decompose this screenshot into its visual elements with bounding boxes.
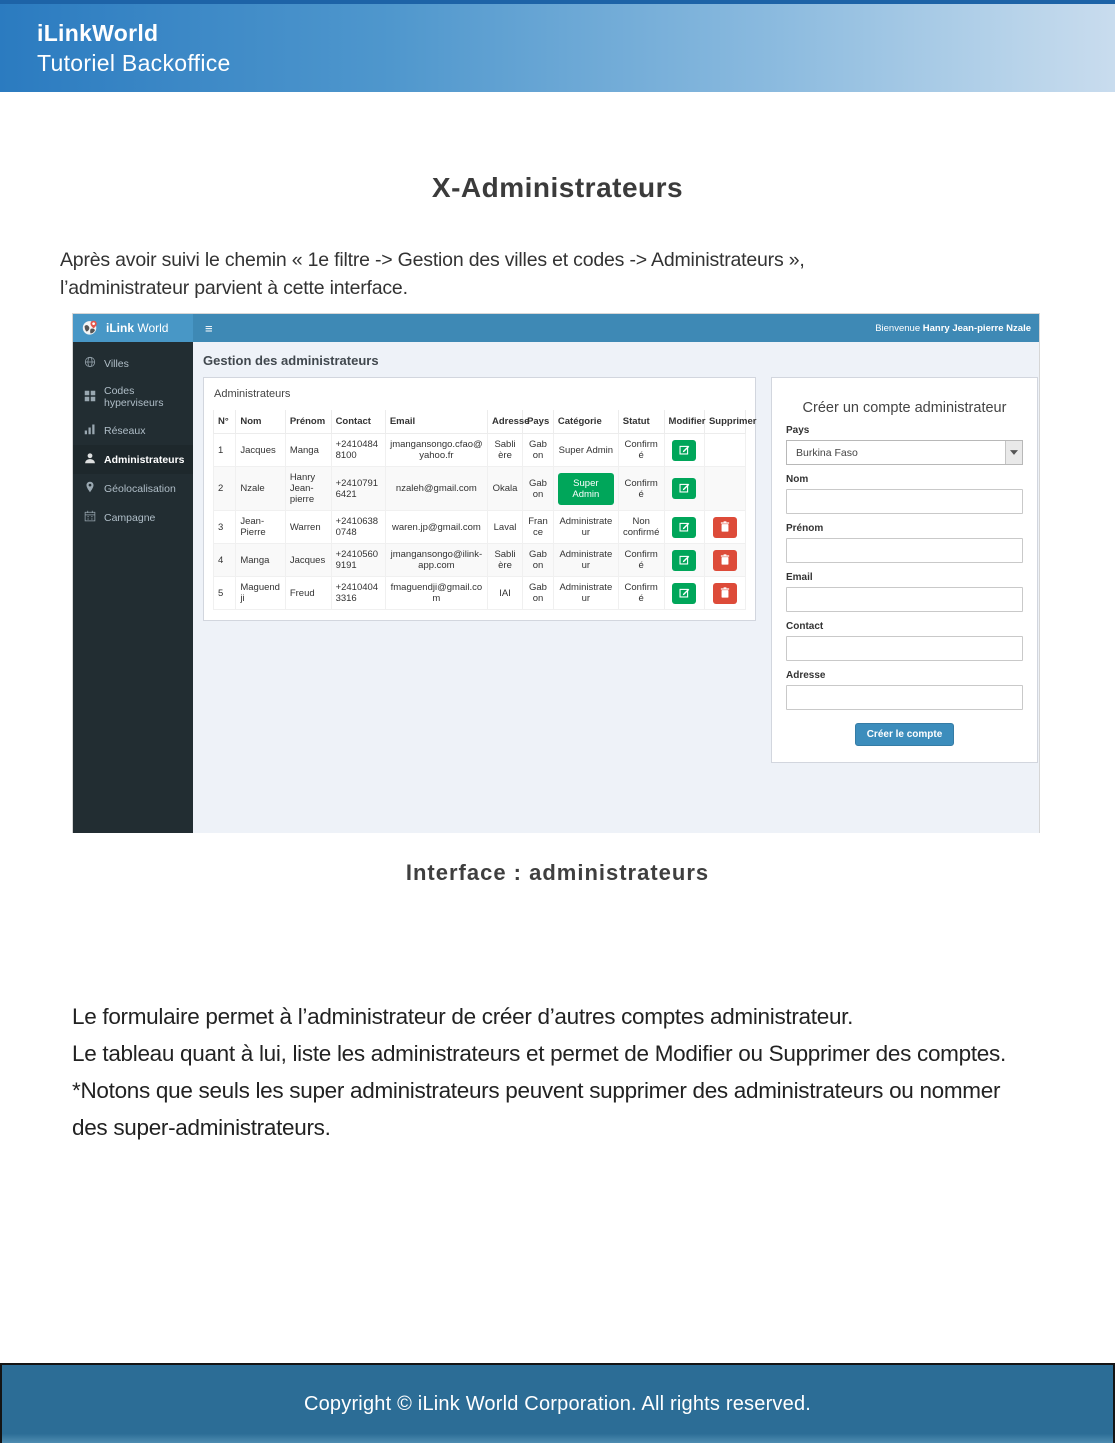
table-header-cell: Catégorie [553,410,618,434]
chart-bars-icon [84,423,96,438]
cell-categorie [553,467,618,511]
sidebar-item-label: Administrateurs [104,453,185,466]
body-line: Le tableau quant à lui, liste les administrateurs et permet de Modifier ou Supprimer des comptes. [72,1041,1006,1066]
figure-caption: Interface : administrateurs [405,860,710,885]
chevron-down-icon [1005,441,1022,464]
cell-nom: Nzale [236,467,285,511]
cell-nom: Jacques [236,434,285,467]
calendar-icon [84,510,96,525]
email-input[interactable] [786,587,1023,612]
admins-table [213,410,757,610]
body-line: *Notons que seuls les super administrateurs peuvent supprimer des administrateurs ou nommer [72,1078,1001,1103]
sidebar-item-villes[interactable] [73,349,193,378]
cell-supprimer [704,577,745,610]
table-header-cell: N° [214,410,236,434]
table-header-cell: Contact [331,410,385,434]
table-header-cell: Prénom [285,410,331,434]
table-header-cell: Pays [523,410,554,434]
globe-icon [84,356,96,371]
field-label: Pays [786,425,810,436]
contact-input[interactable] [786,636,1023,661]
cell-supprimer [704,467,745,511]
prenom-input[interactable] [786,538,1023,563]
sidebar-item-administrateurs[interactable] [73,445,193,474]
table-row [214,511,746,544]
cell-statut: Confirmé [618,467,664,511]
app-body [73,342,1039,833]
footer-text: Copyright © iLink World Corporation. All rights reserved. [303,1392,812,1415]
cell-pays: Gabon [523,434,554,467]
sidebar-menu [73,349,193,532]
cell-contact: +24104043316 [331,577,385,610]
table-row [214,577,746,610]
sidebar-item-g-olocalisation[interactable] [73,474,193,503]
cell-adresse: Okala [487,467,522,511]
cell-adresse: IAI [487,577,522,610]
cell-modifier [664,577,704,610]
field-label: Contact [786,621,824,632]
field-label: Adresse [786,670,826,681]
cell-contact: +24105609191 [331,544,385,577]
header-banner [0,0,1115,92]
nom-input[interactable] [786,489,1023,514]
pencil-square-icon [679,586,690,601]
cell-supprimer [704,434,745,467]
cell-categorie: Administrateur [553,511,618,544]
field-label: Nom [786,474,809,485]
sidebar-item-label: Campagne [104,511,156,524]
cell-supprimer [704,544,745,577]
table-header-cell: Modifier [664,410,704,434]
delete-button[interactable] [713,583,737,604]
app-navbar [193,314,1039,342]
cell-nom: Manga [236,544,285,577]
cell-num: 1 [214,434,236,467]
trash-icon [720,520,730,535]
doc-title: X-Administrateurs [431,172,684,203]
cell-prenom: Freud [285,577,331,610]
cell-categorie: Super Admin [553,434,618,467]
cell-email: jmangansongo@ilink-app.com [385,544,487,577]
select-value: Burkina Faso [796,446,858,459]
cell-num: 4 [214,544,236,577]
pays-select[interactable] [786,440,1023,465]
grid-icon [84,390,96,405]
sidebar-item-codes-hyperviseurs[interactable] [73,378,193,416]
sidebar-item-label: Codes hyperviseurs [104,385,164,409]
cell-num: 5 [214,577,236,610]
trash-icon [720,586,730,601]
pencil-square-icon [679,520,690,535]
cell-statut: Confirmé [618,434,664,467]
cell-adresse: Sablière [487,544,522,577]
edit-button[interactable] [672,517,696,538]
cell-prenom: Hanry Jean-pierre [285,467,331,511]
globe-pin-logo-icon [81,318,99,339]
app-topbar [73,314,1039,342]
sidebar-item-label: Réseaux [104,424,146,437]
cell-prenom: Manga [285,434,331,467]
intro-line: Après avoir suivi le chemin « 1e filtre -> Gestion des villes et codes -> Administrateurs », [60,249,805,271]
sidebar-item-label: Villes [104,357,129,370]
cell-nom: Jean-Pierre [236,511,285,544]
cell-adresse: Laval [487,511,522,544]
banner-subtitle: Tutoriel Backoffice [37,50,231,76]
table-row [214,467,746,511]
app-screenshot [72,313,1040,833]
body-line: Le formulaire permet à l’administrateur de créer d’autres comptes administrateur. [72,1004,854,1029]
cell-contact: +24106380748 [331,511,385,544]
form-title: Créer un compte administrateur [802,400,1007,416]
cell-pays: France [523,511,554,544]
cell-email: jmangansongo.cfao@yahoo.fr [385,434,487,467]
cell-num: 2 [214,467,236,511]
hamburger-icon[interactable]: ≡ [205,320,213,336]
intro-paragraph [60,246,1070,302]
cell-pays: Gabon [523,467,554,511]
cell-modifier [664,434,704,467]
cell-supprimer [704,511,745,544]
field-label: Prénom [786,523,824,534]
super-admin-badge[interactable]: Super Admin [558,473,614,505]
cell-pays: Gabon [523,544,554,577]
banner-title: iLinkWorld [37,20,159,46]
field-label: Email [786,572,813,583]
cell-statut: Non confirmé [618,511,664,544]
edit-button[interactable] [672,550,696,571]
sidebar-item-label: Géolocalisation [104,482,176,495]
delete-button[interactable] [713,517,737,538]
cell-modifier [664,544,704,577]
user-icon [84,452,96,467]
page-heading: Gestion des administrateurs [203,353,379,368]
table-header-cell: Statut [618,410,664,434]
sidebar-item-campagne[interactable] [73,503,193,532]
table-header-cell: Supprimer [704,410,745,434]
table-header-cell: Nom [236,410,285,434]
delete-button[interactable] [713,550,737,571]
cell-email: fmaguendji@gmail.com [385,577,487,610]
create-account-button[interactable]: Créer le compte [855,723,955,746]
cell-adresse: Sablière [487,434,522,467]
cell-nom: Maguendji [236,577,285,610]
app-content [193,342,1039,833]
cell-prenom: Jacques [285,544,331,577]
app-sidebar [73,342,193,833]
intro-line: l’administrateur parvient à cette interface. [60,277,408,299]
edit-button[interactable] [672,478,696,499]
pencil-square-icon [679,553,690,568]
create-account-panel [771,377,1038,763]
cell-modifier [664,511,704,544]
admins-panel-title: Administrateurs [214,388,291,400]
table-row [214,434,746,467]
welcome-message: Bienvenue Hanry Jean-pierre Nzale [875,322,1031,334]
table-row [214,544,746,577]
cell-prenom: Warren [285,511,331,544]
body-line: des super-administrateurs. [72,1115,331,1140]
edit-button[interactable] [672,583,696,604]
sidebar-item-r-seaux[interactable] [73,416,193,445]
cell-email: nzaleh@gmail.com [385,467,487,511]
admins-panel [203,377,756,621]
cell-categorie: Administrateur [553,577,618,610]
cell-categorie: Administrateur [553,544,618,577]
cell-contact: +24107916421 [331,467,385,511]
pencil-square-icon [679,481,690,496]
trash-icon [720,553,730,568]
table-header-cell: Adresse [487,410,522,434]
cell-statut: Confirmé [618,577,664,610]
pencil-square-icon [679,443,690,458]
cell-modifier [664,467,704,511]
cell-statut: Confirmé [618,544,664,577]
cell-num: 3 [214,511,236,544]
adresse-input[interactable] [786,685,1023,710]
table-header-cell: Email [385,410,487,434]
app-logo[interactable] [73,314,193,342]
cell-email: waren.jp@gmail.com [385,511,487,544]
footer [0,1363,1115,1443]
cell-pays: Gabon [523,577,554,610]
edit-button[interactable] [672,440,696,461]
map-marker-icon [84,481,96,496]
cell-contact: +24104848100 [331,434,385,467]
body-paragraph [72,998,1072,1146]
app-brand: iLink World [106,321,169,335]
